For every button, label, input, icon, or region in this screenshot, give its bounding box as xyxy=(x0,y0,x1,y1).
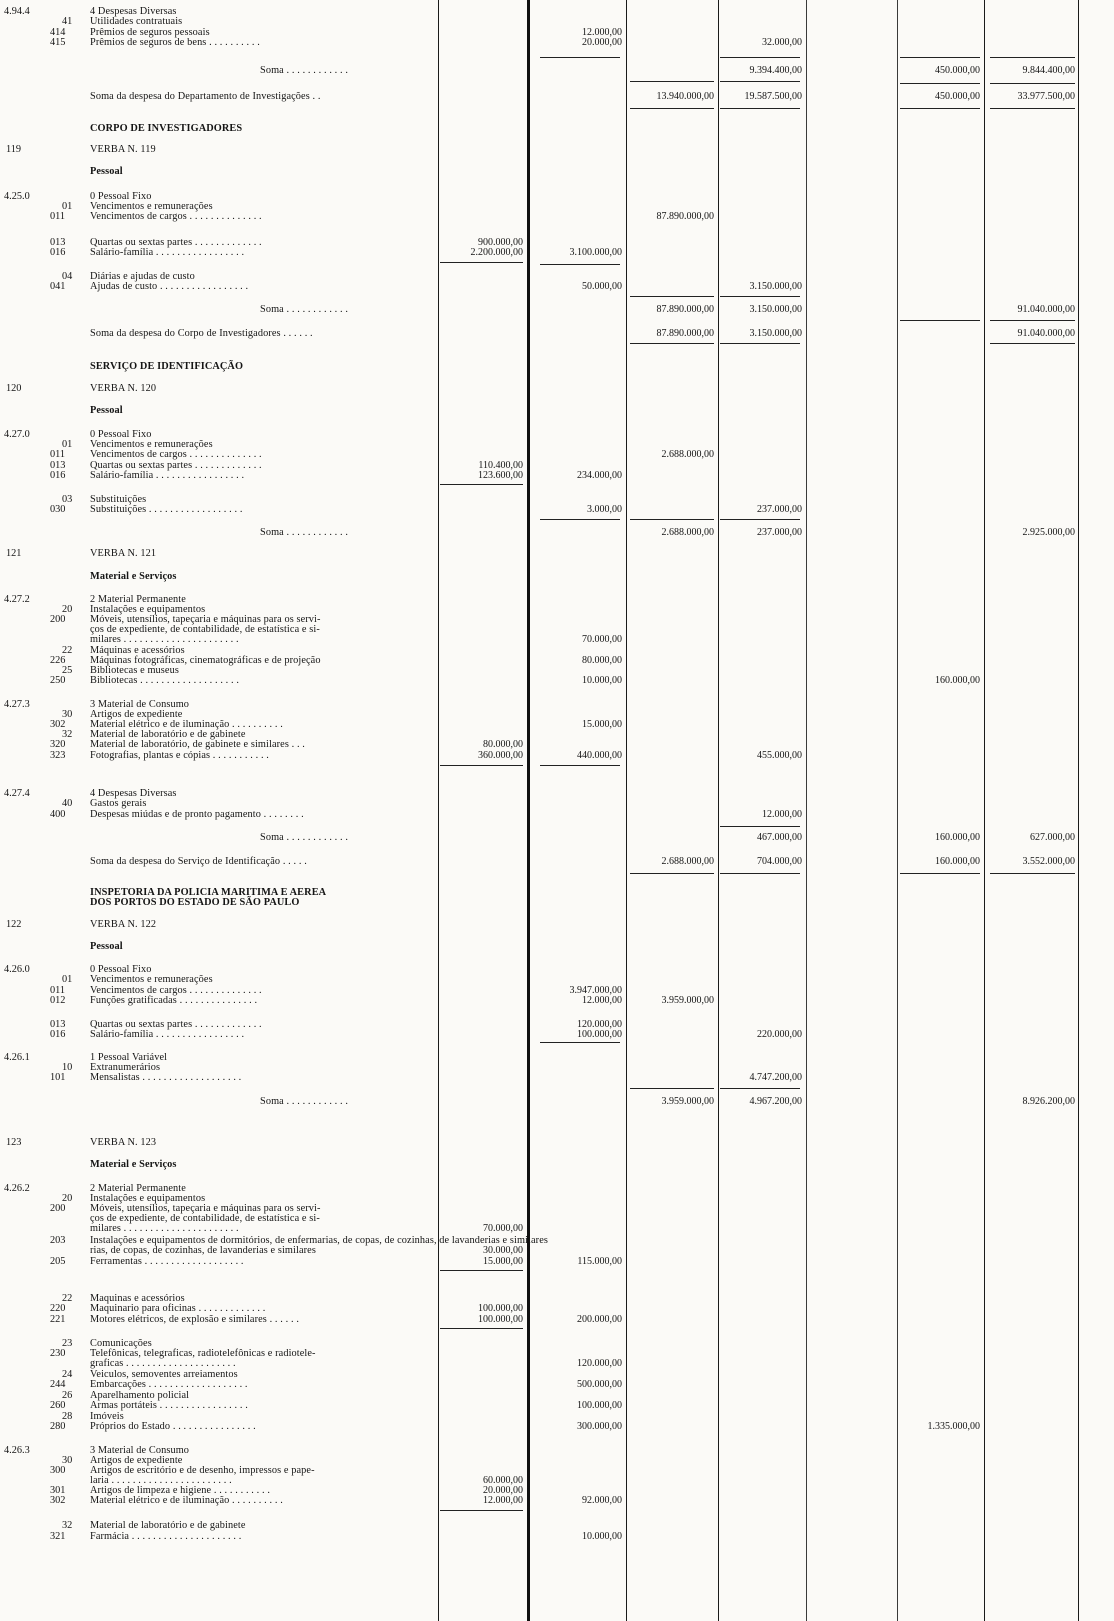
row-subcode: 414 xyxy=(50,27,66,38)
amount-c5: 237.000,00 xyxy=(757,504,802,515)
row-subcode: 013 xyxy=(50,1019,66,1030)
row-subcode: 01 xyxy=(62,201,73,212)
row-label: Substituições xyxy=(90,494,147,505)
row-code: 4.26.0 xyxy=(4,964,30,975)
row-label: Motores elétricos, de explosão e similares . . . . . . xyxy=(90,1314,299,1325)
row-subcode: 321 xyxy=(50,1531,66,1542)
amount-c2: 100.000,00 xyxy=(478,1303,523,1314)
sum-rule xyxy=(990,108,1075,109)
sum-rule xyxy=(540,1042,620,1043)
sum-rule xyxy=(720,343,800,344)
row-subcode: 10 xyxy=(62,1062,73,1073)
amount-c4: 87.890.000,00 xyxy=(656,328,714,339)
amount-c3: 12.000,00 xyxy=(582,995,622,1006)
row-label: Maquinario para oficinas . . . . . . . . . . . . . xyxy=(90,1303,266,1314)
row-label: Substituições . . . . . . . . . . . . . . . . . . xyxy=(90,504,243,515)
row-code: 4.26.3 xyxy=(4,1445,30,1456)
section-heading: DOS PORTOS DO ESTADO DE SÃO PAULO xyxy=(90,897,300,908)
row-label: Vencimentos de cargos . . . . . . . . . . . . . . xyxy=(90,449,262,460)
row-subcode: 301 xyxy=(50,1485,66,1496)
amount-c3: 10.000,00 xyxy=(582,1531,622,1542)
row-subcode: 200 xyxy=(50,614,66,625)
row-subcode: 016 xyxy=(50,1029,66,1040)
sum-rule xyxy=(720,873,800,874)
amount-c8: 8.926.200,00 xyxy=(1022,1096,1075,1107)
amount-c3: 440.000,00 xyxy=(577,750,622,761)
row-subcode: 20 xyxy=(62,604,73,615)
row-label: Soma da despesa do Corpo de Investigadores . . . . . . xyxy=(90,328,313,339)
row-label: Armas portáteis . . . . . . . . . . . . . . . . . xyxy=(90,1400,248,1411)
row-subcode: 030 xyxy=(50,504,66,515)
row-subcode: 013 xyxy=(50,237,66,248)
row-subcode: 01 xyxy=(62,439,73,450)
row-subcode: 016 xyxy=(50,247,66,258)
column-rule-1 xyxy=(438,0,439,1621)
row-subcode: 20 xyxy=(62,1193,73,1204)
row-subcode: 300 xyxy=(50,1465,66,1476)
row-label: Próprios do Estado . . . . . . . . . . . . . . . . xyxy=(90,1421,256,1432)
sum-rule xyxy=(990,343,1075,344)
section-heading: Material e Serviços xyxy=(90,571,177,582)
row-label: Ajudas de custo . . . . . . . . . . . . . . . . . xyxy=(90,281,249,292)
row-subcode: 26 xyxy=(62,1390,73,1401)
row-subcode: 400 xyxy=(50,809,66,820)
sum-rule xyxy=(540,765,620,766)
sum-rule xyxy=(720,519,800,520)
amount-c3: 92.000,00 xyxy=(582,1495,622,1506)
amount-c7: 1.335.000,00 xyxy=(927,1421,980,1432)
sum-rule xyxy=(630,296,714,297)
amount-c3: 3.947.000,00 xyxy=(569,985,622,996)
row-label: Diárias e ajudas de custo xyxy=(90,271,195,282)
sum-label: Soma . . . . . . . . . . . . xyxy=(260,1096,349,1107)
row-label: VERBA N. 119 xyxy=(90,144,156,155)
amount-c2: 900.000,00 xyxy=(478,237,523,248)
amount-c2: 80.000,00 xyxy=(483,739,523,750)
amount-c5: 704.000,00 xyxy=(757,856,802,867)
amount-c3: 12.000,00 xyxy=(582,27,622,38)
amount-c5: 220.000,00 xyxy=(757,1029,802,1040)
row-label: Quartas ou sextas partes . . . . . . . . . . . . . xyxy=(90,1019,262,1030)
amount-c3: 200.000,00 xyxy=(577,1314,622,1325)
row-subcode: 24 xyxy=(62,1369,73,1380)
amount-c2: 12.000,00 xyxy=(483,1495,523,1506)
row-label: VERBA N. 121 xyxy=(90,548,157,559)
row-label: 1 Pessoal Variável xyxy=(90,1052,168,1063)
row-label: VERBA N. 120 xyxy=(90,383,157,394)
row-label: Comunicações xyxy=(90,1338,152,1349)
row-label: VERBA N. 123 xyxy=(90,1137,157,1148)
amount-c3: 120.000,00 xyxy=(577,1019,622,1030)
amount-c8: 91.040.000,00 xyxy=(1017,304,1075,315)
sum-rule xyxy=(440,765,523,766)
section-heading: Pessoal xyxy=(90,941,123,952)
row-subcode: 04 xyxy=(62,271,73,282)
amount-c5: 3.150.000,00 xyxy=(749,281,802,292)
row-label: 3 Material de Consumo xyxy=(90,1445,190,1456)
amount-c2: 30.000,00 xyxy=(483,1245,523,1256)
amount-c2: 110.400,00 xyxy=(478,460,523,471)
amount-c4: 2.688.000,00 xyxy=(661,527,714,538)
row-label: Máquinas e acessórios xyxy=(90,645,185,656)
row-label: Ferramentas . . . . . . . . . . . . . . . . . . . xyxy=(90,1256,244,1267)
row-label: Instalações e equipamentos xyxy=(90,1193,206,1204)
row-label: Vencimentos de cargos . . . . . . . . . . . . . . xyxy=(90,985,262,996)
row-label: 2 Material Permanente xyxy=(90,1183,186,1194)
sum-rule xyxy=(990,57,1075,58)
amount-c3: 50.000,00 xyxy=(582,281,622,292)
row-code: 119 xyxy=(6,144,22,155)
amount-c3: 20.000,00 xyxy=(582,37,622,48)
amount-c3: 300.000,00 xyxy=(577,1421,622,1432)
amount-c3: 70.000,00 xyxy=(582,634,622,645)
row-label: 0 Pessoal Fixo xyxy=(90,429,152,440)
amount-c7: 160.000,00 xyxy=(935,675,980,686)
row-label: Bibliotecas e museus xyxy=(90,665,179,676)
row-label: Vencimentos de cargos . . . . . . . . . . . . . . xyxy=(90,211,262,222)
sum-rule xyxy=(440,1270,523,1271)
amount-c3: 120.000,00 xyxy=(577,1358,622,1369)
row-label: Maquinas e acessórios xyxy=(90,1293,185,1304)
row-label: Funções gratificadas . . . . . . . . . . . . . . . xyxy=(90,995,258,1006)
column-rule-5 xyxy=(806,0,807,1621)
row-subcode: 22 xyxy=(62,645,73,656)
amount-c8: 91.040.000,00 xyxy=(1017,328,1075,339)
row-subcode: 012 xyxy=(50,995,66,1006)
amount-c4: 3.959.000,00 xyxy=(661,1096,714,1107)
row-subcode: 302 xyxy=(50,719,66,730)
row-subcode: 230 xyxy=(50,1348,66,1359)
row-label: Salário-família . . . . . . . . . . . . . . . . . xyxy=(90,470,245,481)
sum-rule xyxy=(900,320,980,321)
amount-c8: 9.844.400,00 xyxy=(1022,65,1075,76)
row-label: 2 Material Permanente xyxy=(90,594,186,605)
row-subcode: 23 xyxy=(62,1338,73,1349)
row-code: 4.27.0 xyxy=(4,429,30,440)
row-label: Utilidades contratuais xyxy=(90,16,183,27)
amount-c2: 60.000,00 xyxy=(483,1475,523,1486)
row-subcode: 203 xyxy=(50,1235,66,1246)
row-code: 4.94.4 xyxy=(4,6,30,17)
sum-rule xyxy=(900,83,980,84)
row-label: Fotografias, plantas e cópias . . . . . . . . . . . xyxy=(90,750,269,761)
amount-c5: 19.587.500,00 xyxy=(744,91,802,102)
row-label: Material de laboratório, de gabinete e similares . . . xyxy=(90,739,305,750)
section-heading: SERVIÇO DE IDENTIFICAÇÃO xyxy=(90,361,244,372)
row-label: Quartas ou sextas partes . . . . . . . . . . . . . xyxy=(90,237,262,248)
row-subcode: 302 xyxy=(50,1495,66,1506)
amount-c2: 123.600,00 xyxy=(478,470,523,481)
row-label: Embarcações . . . . . . . . . . . . . . . . . . . xyxy=(90,1379,248,1390)
row-subcode: 260 xyxy=(50,1400,66,1411)
row-subcode: 41 xyxy=(62,16,73,27)
row-code: 120 xyxy=(6,383,22,394)
amount-c2: 70.000,00 xyxy=(483,1223,523,1234)
row-label: Extranumerários xyxy=(90,1062,161,1073)
row-subcode: 244 xyxy=(50,1379,66,1390)
row-label: 4 Despesas Diversas xyxy=(90,788,177,799)
row-code: 4.27.3 xyxy=(4,699,30,710)
sum-rule xyxy=(630,108,714,109)
amount-c5: 467.000,00 xyxy=(757,832,802,843)
row-label: Despesas miúdas e de pronto pagamento . . . . . . . . xyxy=(90,809,304,820)
sum-rule xyxy=(540,57,620,58)
amount-c2: 2.200.000,00 xyxy=(470,247,523,258)
amount-c3: 234.000,00 xyxy=(577,470,622,481)
row-subcode: 016 xyxy=(50,470,66,481)
row-subcode: 220 xyxy=(50,1303,66,1314)
row-label: 4 Despesas Diversas xyxy=(90,6,177,17)
sum-rule xyxy=(440,262,523,263)
row-subcode: 041 xyxy=(50,281,66,292)
amount-c3: 115.000,00 xyxy=(577,1256,622,1267)
amount-c7: 160.000,00 xyxy=(935,856,980,867)
row-label: Prêmios de seguros pessoais xyxy=(90,27,210,38)
row-label: Salário-família . . . . . . . . . . . . . . . . . xyxy=(90,1029,245,1040)
row-label: Móveis, utensílios, tapeçaria e máquinas para os servi- xyxy=(90,614,321,625)
row-label: Instalações e equipamentos xyxy=(90,604,206,615)
column-rule-8 xyxy=(1078,0,1079,1621)
row-code: 121 xyxy=(6,548,22,559)
sum-rule xyxy=(720,81,800,82)
sum-rule xyxy=(440,484,523,485)
row-code: 4.25.0 xyxy=(4,191,30,202)
sum-rule xyxy=(720,108,800,109)
amount-c3: 100.000,00 xyxy=(577,1029,622,1040)
amount-c7: 450.000,00 xyxy=(935,91,980,102)
row-label: Mensalistas . . . . . . . . . . . . . . . . . . . xyxy=(90,1072,242,1083)
amount-c5: 3.150.000,00 xyxy=(749,328,802,339)
row-label: Telefônicas, telegraficas, radiotelefônicas e radiotele- xyxy=(90,1348,316,1359)
amount-c8: 627.000,00 xyxy=(1030,832,1075,843)
row-label: Instalações e equipamentos de dormitórios, de enfermarias, de copas, de cozinhas, de lavanderias e similares xyxy=(90,1235,548,1246)
row-code: 4.27.2 xyxy=(4,594,30,605)
row-label: graficas . . . . . . . . . . . . . . . . . . . . . xyxy=(90,1358,236,1369)
amount-c4: 87.890.000,00 xyxy=(656,211,714,222)
amount-c4: 3.959.000,00 xyxy=(661,995,714,1006)
row-label: ços de expediente, de contabilidade, de estatística e si- xyxy=(90,624,320,635)
sum-label: Soma . . . . . . . . . . . . xyxy=(260,527,349,538)
sum-rule xyxy=(990,873,1075,874)
row-subcode: 01 xyxy=(62,974,73,985)
row-label: Vencimentos e remunerações xyxy=(90,439,213,450)
section-heading: CORPO DE INVESTIGADORES xyxy=(90,123,243,134)
row-subcode: 280 xyxy=(50,1421,66,1432)
row-label: 0 Pessoal Fixo xyxy=(90,191,152,202)
sum-rule xyxy=(720,296,800,297)
row-subcode: 323 xyxy=(50,750,66,761)
row-label: Artigos de expediente xyxy=(90,709,183,720)
sum-rule xyxy=(630,873,714,874)
row-subcode: 32 xyxy=(62,729,73,740)
section-heading: INSPETORIA DA POLICIA MARITIMA E AEREA xyxy=(90,887,327,898)
row-label: 3 Material de Consumo xyxy=(90,699,190,710)
sum-rule xyxy=(990,83,1075,84)
amount-c3: 100.000,00 xyxy=(577,1400,622,1411)
sum-rule xyxy=(720,1088,800,1089)
amount-c5: 3.150.000,00 xyxy=(749,304,802,315)
row-subcode: 250 xyxy=(50,675,66,686)
sum-rule xyxy=(990,320,1075,321)
row-code: 4.26.1 xyxy=(4,1052,30,1063)
sum-rule xyxy=(630,519,714,520)
row-subcode: 226 xyxy=(50,655,66,666)
sum-rule xyxy=(540,519,620,520)
amount-c3: 80.000,00 xyxy=(582,655,622,666)
amount-c3: 500.000,00 xyxy=(577,1379,622,1390)
row-label: Material de laboratório e de gabinete xyxy=(90,1520,246,1531)
row-subcode: 011 xyxy=(50,211,66,222)
row-label: Soma da despesa do Serviço de Identificação . . . . . xyxy=(90,856,307,867)
amount-c4: 2.688.000,00 xyxy=(661,856,714,867)
amount-c5: 4.967.200,00 xyxy=(749,1096,802,1107)
row-subcode: 200 xyxy=(50,1203,66,1214)
row-label: Prêmios de seguros de bens . . . . . . . . . . xyxy=(90,37,260,48)
column-rule-7 xyxy=(984,0,985,1621)
row-label: VERBA N. 122 xyxy=(90,919,157,930)
column-rule-3 xyxy=(626,0,627,1621)
row-label: Artigos de limpeza e higiene . . . . . . . . . . . xyxy=(90,1485,271,1496)
sum-rule xyxy=(630,1088,714,1089)
amount-c8: 3.552.000,00 xyxy=(1022,856,1075,867)
row-subcode: 011 xyxy=(50,449,66,460)
row-subcode: 320 xyxy=(50,739,66,750)
sum-rule xyxy=(440,1510,523,1511)
amount-c7: 160.000,00 xyxy=(935,832,980,843)
amount-c5: 237.000,00 xyxy=(757,527,802,538)
sum-label: Soma . . . . . . . . . . . . xyxy=(260,832,349,843)
row-label: Gastos gerais xyxy=(90,798,147,809)
section-heading: Pessoal xyxy=(90,166,123,177)
amount-c5: 32.000,00 xyxy=(762,37,802,48)
row-subcode: 013 xyxy=(50,460,66,471)
section-heading: Pessoal xyxy=(90,405,123,416)
sum-rule xyxy=(440,1328,523,1329)
amount-c7: 450.000,00 xyxy=(935,65,980,76)
sum-rule xyxy=(720,57,800,58)
row-label: 0 Pessoal Fixo xyxy=(90,964,152,975)
row-label: Material elétrico e de iluminação . . . . . . . . . . xyxy=(90,1495,283,1506)
row-label: laria . . . . . . . . . . . . . . . . . . . . . . . xyxy=(90,1475,232,1486)
row-label: Material de laboratório e de gabinete xyxy=(90,729,246,740)
row-label: Farmácia . . . . . . . . . . . . . . . . . . . . . xyxy=(90,1531,242,1542)
column-rule-2 xyxy=(527,0,530,1621)
row-label: ços de expediente, de contabilidade, de estatística e si- xyxy=(90,1213,320,1224)
amount-c3: 10.000,00 xyxy=(582,675,622,686)
row-subcode: 101 xyxy=(50,1072,66,1083)
amount-c3: 15.000,00 xyxy=(582,719,622,730)
amount-c5: 9.394.400,00 xyxy=(749,65,802,76)
row-label: milares . . . . . . . . . . . . . . . . . . . . . . xyxy=(90,1223,239,1234)
row-label: Imóveis xyxy=(90,1411,124,1422)
row-subcode: 415 xyxy=(50,37,66,48)
row-subcode: 28 xyxy=(62,1411,73,1422)
amount-c8: 2.925.000,00 xyxy=(1022,527,1075,538)
amount-c5: 455.000,00 xyxy=(757,750,802,761)
row-label: Veiculos, semoventes arreiamentos xyxy=(90,1369,238,1380)
row-code: 123 xyxy=(6,1137,22,1148)
row-label: Bibliotecas . . . . . . . . . . . . . . . . . . . xyxy=(90,675,240,686)
row-subcode: 011 xyxy=(50,985,66,996)
amount-c4: 13.940.000,00 xyxy=(656,91,714,102)
amount-c8: 33.977.500,00 xyxy=(1017,91,1075,102)
amount-c2: 15.000,00 xyxy=(483,1256,523,1267)
row-label: milares . . . . . . . . . . . . . . . . . . . . . . xyxy=(90,634,239,645)
sum-rule xyxy=(630,343,714,344)
sum-rule xyxy=(900,57,980,58)
row-code: 4.26.2 xyxy=(4,1183,30,1194)
amount-c2: 100.000,00 xyxy=(478,1314,523,1325)
amount-c5: 12.000,00 xyxy=(762,809,802,820)
row-code: 4.27.4 xyxy=(4,788,30,799)
row-label: Móveis, utensílios, tapeçaria e máquinas para os servi- xyxy=(90,1203,321,1214)
sum-rule xyxy=(900,873,980,874)
amount-c2: 360.000,00 xyxy=(478,750,523,761)
section-heading: Material e Serviços xyxy=(90,1159,177,1170)
amount-c3: 3.000,00 xyxy=(587,504,622,515)
row-label: Soma da despesa do Departamento de Investigações . . xyxy=(90,91,321,102)
row-label: Aparelhamento policial xyxy=(90,1390,190,1401)
row-subcode: 30 xyxy=(62,709,73,720)
sum-label: Soma . . . . . . . . . . . . xyxy=(260,65,349,76)
row-label: Vencimentos e remunerações xyxy=(90,974,213,985)
column-rule-4 xyxy=(718,0,719,1621)
amount-c5: 4.747.200,00 xyxy=(749,1072,802,1083)
amount-c3: 3.100.000,00 xyxy=(569,247,622,258)
row-subcode: 25 xyxy=(62,665,73,676)
row-label: Vencimentos e remunerações xyxy=(90,201,213,212)
row-subcode: 22 xyxy=(62,1293,73,1304)
amount-c4: 2.688.000,00 xyxy=(661,449,714,460)
column-rule-6 xyxy=(897,0,898,1621)
row-code: 122 xyxy=(6,919,22,930)
row-label: rias, de copas, de cozinhas, de lavanderias e similares xyxy=(90,1245,316,1256)
row-subcode: 30 xyxy=(62,1455,73,1466)
row-subcode: 03 xyxy=(62,494,73,505)
row-subcode: 32 xyxy=(62,1520,73,1531)
sum-rule xyxy=(540,264,620,265)
row-subcode: 221 xyxy=(50,1314,66,1325)
sum-rule xyxy=(900,108,980,109)
amount-c2: 20.000,00 xyxy=(483,1485,523,1496)
amount-c4: 87.890.000,00 xyxy=(656,304,714,315)
sum-rule xyxy=(720,826,800,827)
row-label: Quartas ou sextas partes . . . . . . . . . . . . . xyxy=(90,460,262,471)
sum-label: Soma . . . . . . . . . . . . xyxy=(260,304,349,315)
row-label: Artigos de expediente xyxy=(90,1455,183,1466)
row-label: Material elétrico e de iluminação . . . . . . . . . . xyxy=(90,719,283,730)
sum-rule xyxy=(630,81,714,82)
row-label: Máquinas fotográficas, cinematográficas e de projeção xyxy=(90,655,321,666)
row-label: Artigos de escritório e de desenho, impressos e pape- xyxy=(90,1465,315,1476)
row-subcode: 205 xyxy=(50,1256,66,1267)
row-label: Salário-família . . . . . . . . . . . . . . . . . xyxy=(90,247,245,258)
row-subcode: 40 xyxy=(62,798,73,809)
